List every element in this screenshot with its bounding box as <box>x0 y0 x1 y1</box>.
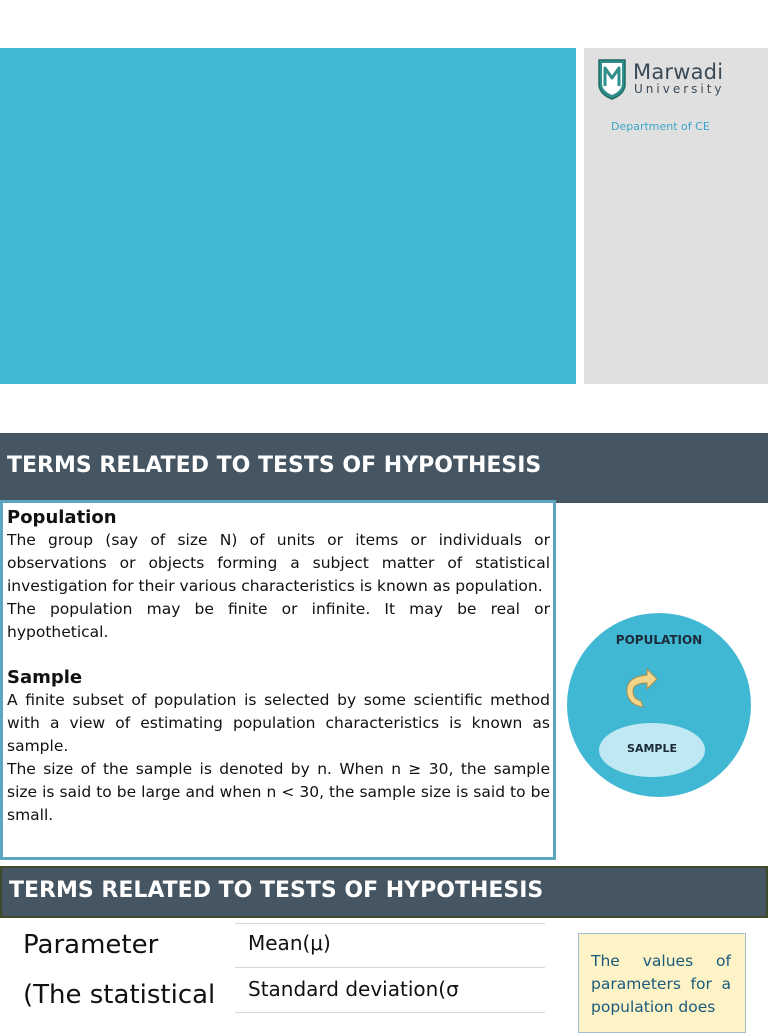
table-divider <box>235 1012 545 1013</box>
sample-paragraph-1: A finite subset of population is selected by some scientific method with a view of estimating population characteristics is known as sample. <box>7 691 550 755</box>
sample-ellipse <box>599 723 705 777</box>
callout-note <box>578 933 746 1033</box>
parameter-heading: Parameter <box>23 930 159 960</box>
sample-heading: Sample <box>7 667 83 688</box>
population-paragraph-2: The population may be finite or infinite. It may be real or hypothetical. <box>7 600 550 641</box>
shield-logo-icon <box>597 58 627 100</box>
logo-name: Marwadi <box>633 60 724 84</box>
logo-subtitle: University <box>634 82 725 96</box>
parameter-subheading: (The statistical <box>23 980 216 1010</box>
population-paragraph-1: The group (say of size N) of units or items or individuals or observations or objects forming a subject matter of statistical investigation for their various characteristics is known as population. <box>7 531 550 595</box>
curved-arrow-icon <box>621 663 661 713</box>
population-label: POPULATION <box>615 633 703 647</box>
table-divider <box>235 923 545 924</box>
university-logo <box>597 58 757 102</box>
definitions-text <box>7 507 550 827</box>
department-label: Department of CE <box>611 120 710 133</box>
slide-header-2 <box>0 866 768 918</box>
sample-paragraph-2: The size of the sample is denoted by n. When n ≥ 30, the sample size is said to be large and when n < 30, the sample size is said to be small. <box>7 760 550 824</box>
slide-header <box>0 433 768 503</box>
row-std-dev: Standard deviation(σ <box>248 977 459 1001</box>
sample-label: SAMPLE <box>627 742 677 755</box>
callout-text: The values of parameters for a population does <box>591 952 731 1016</box>
table-divider <box>235 967 545 968</box>
slide-title: TERMS RELATED TO TESTS OF HYPOTHESIS <box>7 453 542 478</box>
row-mean: Mean(μ) <box>248 931 331 955</box>
definitions-box <box>0 500 556 860</box>
slide-title-2: TERMS RELATED TO TESTS OF HYPOTHESIS <box>9 878 544 903</box>
title-slide-panel <box>0 48 576 384</box>
population-heading: Population <box>7 507 117 528</box>
population-circle <box>567 613 751 797</box>
